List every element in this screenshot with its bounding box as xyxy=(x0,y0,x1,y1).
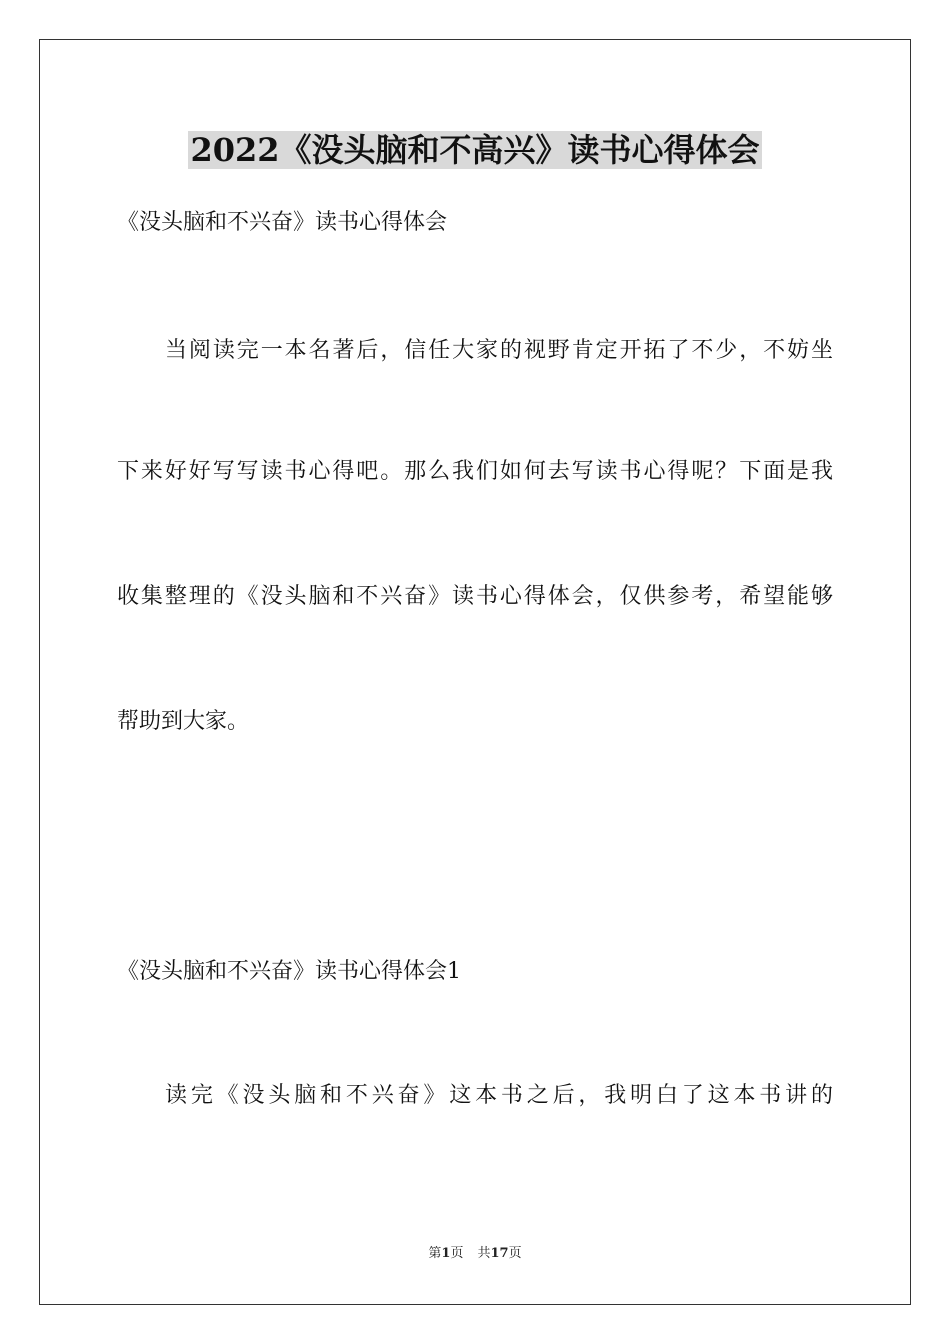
page-number-suffix: 页 xyxy=(450,1246,464,1261)
subtitle: 《没头脑和不兴奋》读书心得体会 xyxy=(117,210,448,235)
section-paragraph-line: 读完《没头脑和不兴奋》这本书之后，我明白了这本书讲的 xyxy=(165,1083,833,1108)
page-number-current: 1 xyxy=(441,1246,451,1261)
document-title xyxy=(0,128,950,172)
intro-paragraph-line: 帮助到大家。 xyxy=(117,709,250,734)
intro-paragraph-line: 下来好好写写读书心得吧。那么我们如何去写读书心得呢？下面是我 xyxy=(117,459,833,484)
intro-paragraph-line: 收集整理的《没头脑和不兴奋》读书心得体会，仅供参考，希望能够 xyxy=(117,584,833,609)
page-footer xyxy=(0,1245,950,1263)
page-total-prefix: 共 xyxy=(477,1246,491,1261)
page-total-suffix: 页 xyxy=(508,1246,522,1261)
document-title-text: 2022《没头脑和不高兴》读书心得体会 xyxy=(190,131,760,169)
page-total-count: 17 xyxy=(490,1246,509,1261)
intro-paragraph-line: 当阅读完一本名著后，信任大家的视野肯定开拓了不少，不妨坐 xyxy=(165,338,833,363)
section-heading: 《没头脑和不兴奋》读书心得体会1 xyxy=(117,959,461,984)
page-number-prefix: 第 xyxy=(428,1246,442,1261)
